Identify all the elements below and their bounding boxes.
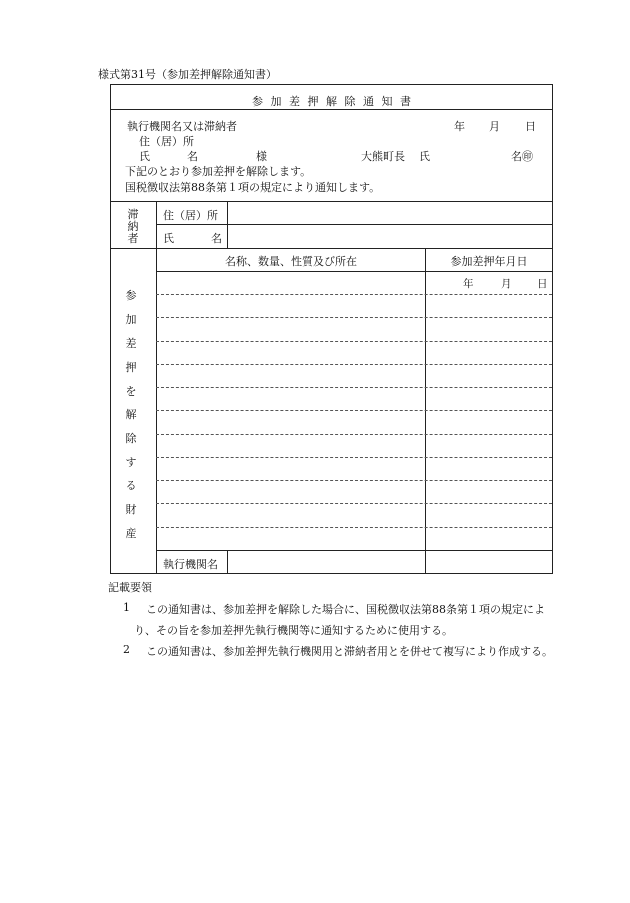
ruled-line [156,480,552,481]
note-2-line-1: この通知書は、参加差押先執行機関用と滞納者用とを併せて複写により作成する。 [146,645,553,658]
date-column-divider [425,248,426,574]
property-side-char: 加 [125,313,137,326]
addressee-label: 執行機関名又は滞納者 [127,120,237,133]
header-date-month: 月 [489,120,500,133]
ruled-line [156,294,552,295]
body-line-2: 国税徴収法第88条第１項の規定により通知します。 [125,181,381,194]
form-code: 様式第31号（参加差押解除通知書） [98,68,277,81]
issuer-name-label: 氏 [419,150,430,163]
taxpayer-address-label: 住（居）所 [163,209,218,222]
header-divider [111,201,552,202]
ruled-line [156,527,552,528]
property-side-char: 解 [125,408,137,421]
header-date-day: 日 [525,120,536,133]
taxpayer-divider [111,248,552,249]
header-date-year: 年 [454,120,465,133]
form-title: 参 加 差 押 解 除 通 知 書 [252,95,413,108]
issuer: 大熊町長 [361,150,405,163]
addressee-name-label-2: 名 [187,150,198,163]
seal-label: 名㊞ [511,150,533,163]
notes-heading: 記載要領 [108,581,152,594]
ruled-line [156,364,552,365]
property-side-char: を [125,385,137,398]
property-side-char: 産 [125,527,137,540]
taxpayer-row-divider [156,224,552,225]
taxpayer-side-char: 滞 [127,208,139,221]
note-1-number: 1 [123,601,130,614]
col-date-header: 参加差押年月日 [450,255,528,268]
ruled-line [156,341,552,342]
property-side-char: 押 [125,361,137,374]
taxpayer-side-char: 納 [127,220,139,233]
property-side-char: 差 [125,337,137,350]
ruled-line [156,317,552,318]
taxpayer-side-char: 者 [127,232,139,245]
agency-label: 執行機関名 [163,558,218,571]
taxpayer-name-label-1: 氏 [163,232,174,245]
title-divider [111,109,552,110]
note-1-line-2: り、その旨を参加差押先執行機関等に通知するために使用する。 [134,624,453,637]
ruled-line [156,503,552,504]
body-line-1: 下記のとおり参加差押を解除します。 [125,165,312,178]
ruled-line [156,434,552,435]
notice-form [110,84,553,574]
property-date-month: 月 [501,278,512,290]
property-date-year: 年 [463,278,474,290]
col-description-header: 名称、数量、性質及び所在 [225,255,357,268]
column-header-divider [156,271,552,272]
addressee-name-label-1: 氏 [139,150,150,163]
ruled-line [156,457,552,458]
honorific: 様 [256,150,267,163]
property-side-char: 参 [125,289,137,302]
property-side-char: 財 [125,503,137,516]
ruled-line [156,410,552,411]
agency-label-divider [227,550,228,574]
agency-row-divider [156,550,552,551]
note-2-number: 2 [123,643,130,656]
addressee-address-label: 住（居）所 [139,135,194,148]
property-date-day: 日 [537,278,548,290]
ruled-line [156,387,552,388]
property-side-char: る [125,479,137,492]
taxpayer-name-label-2: 名 [211,232,222,245]
note-1-line-1: この通知書は、参加差押を解除した場合に、国税徴収法第88条第１項の規定によ [146,603,545,616]
property-side-char: 除 [125,432,137,445]
property-side-char: す [125,456,137,469]
